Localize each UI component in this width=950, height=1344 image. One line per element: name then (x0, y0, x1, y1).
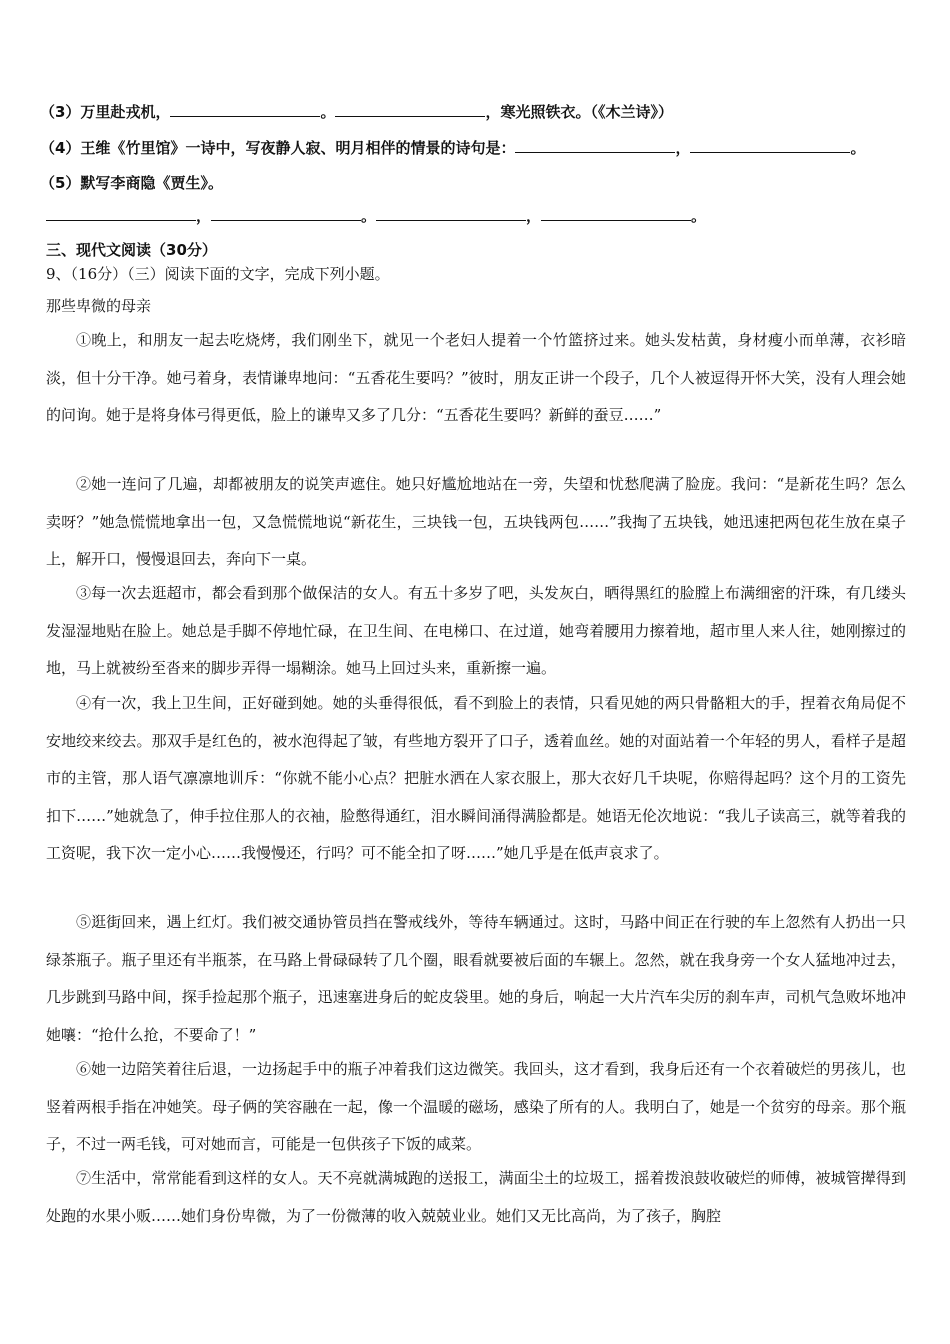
question-5-title: （5）默写李商隐《贾生》。 (40, 174, 223, 192)
paragraph-3: ③每一次去逛超市，都会看到那个做保洁的女人。有五十多岁了吧，头发灰白，晒得黑红的脸膛上布满细密的汗珠，有几缕头发湿湿地贴在脸上。她总是手脚不停地忙碌，在卫生间、在电梯口、在过道，她弯着腰用力擦着地，超市里人来人往，她刚擦过的地，马上就被纷至沓来的脚步弄得一塌糊涂。她马上回过头来，重新擦一遍。 (46, 584, 906, 677)
question-3 (40, 102, 920, 122)
q5-answer-blank-3[interactable] (376, 206, 526, 221)
question-9-intro: 9、（16分）（三）阅读下面的文字，完成下列小题。 (46, 265, 390, 283)
q3-answer-blank-2[interactable] (335, 102, 485, 117)
article-title: 那些卑微的母亲 (46, 297, 152, 315)
question-5-answer-line (46, 206, 926, 226)
paragraph-6: ⑥她一边陪笑着往后退，一边扬起手中的瓶子冲着我们这边微笑。我回头，这才看到，我身后还有一个衣着破烂的男孩儿，也竖着两根手指在冲她笑。母子俩的笑容融在一起，像一个温暖的磁场，感染了所有的人。我明白了，她是一个贫穷的母亲。那个瓶子，不过一两毛钱，可对她而言，可能是一包供孩子下饭的咸菜。 (46, 1060, 906, 1153)
q4-prefix: （4）王维《竹里馆》一诗中，写夜静人寂、明月相伴的情景的诗句是： (40, 139, 516, 157)
q3-separator: 。 (320, 103, 336, 121)
q3-prefix: （3）万里赴戎机， (40, 103, 171, 121)
q5-answer-blank-2[interactable] (211, 206, 361, 221)
q4-separator: ， (675, 139, 691, 157)
section-title: 三、现代文阅读（30分） (46, 241, 217, 259)
q5-separator-2: 。 (361, 207, 377, 225)
paragraph-5: ⑤逛街回来，遇上红灯。我们被交通协管员挡在警戒线外，等待车辆通过。这时，马路中间正在行驶的车上忽然有人扔出一只绿茶瓶子。瓶子里还有半瓶茶，在马路上骨碌碌转了几个圈，眼看就要被后面的车辗上。忽然，就在我身旁一个女人猛地冲过去，几步跳到马路中间，探手捡起那个瓶子，迅速塞进身后的蛇皮袋里。她的身后，响起一大片汽车尖厉的刹车声，司机气急败坏地冲她嚷：“抢什么抢，不要命了！” (46, 913, 906, 1044)
q5-answer-blank-1[interactable] (46, 206, 196, 221)
paragraph-1: ①晚上，和朋友一起去吃烧烤，我们刚坐下，就见一个老妇人提着一个竹篮挤过来。她头发枯黄，身材瘦小而单薄，衣衫暗淡，但十分干净。她弓着身，表情谦卑地问：“五香花生要吗？”彼时，朋友正讲一个段子，几个人被逗得开怀大笑，没有人理会她的问询。她于是将身体弓得更低，脸上的谦卑又多了几分：“五香花生要吗？新鲜的蚕豆……” (46, 331, 906, 424)
question-4 (40, 138, 920, 158)
q4-suffix: 。 (850, 139, 866, 157)
q5-separator-4: 。 (691, 207, 707, 225)
q5-separator-3: ， (526, 207, 542, 225)
q4-answer-blank-2[interactable] (690, 138, 850, 153)
q3-suffix: ，寒光照铁衣。（《木兰诗》） (485, 103, 673, 121)
q4-answer-blank-1[interactable] (515, 138, 675, 153)
q5-answer-blank-4[interactable] (541, 206, 691, 221)
q3-answer-blank-1[interactable] (170, 102, 320, 117)
paragraph-4: ④有一次，我上卫生间，正好碰到她。她的头垂得很低，看不到脸上的表情，只看见她的两只骨骼粗大的手，捏着衣角局促不安地绞来绞去。那双手是红色的，被水泡得起了皱，有些地方裂开了口子，透着血丝。她的对面站着一个年轻的男人，看样子是超市的主管，那人语气凛凛地训斥：“你就不能小心点？把脏水洒在人家衣服上，那大衣好几千块呢，你赔得起吗？这个月的工资先扣下……”她就急了，伸手拉住那人的衣袖，脸憋得通红，泪水瞬间涌得满脸都是。她语无伦次地说：“我儿子读高三，就等着我的工资呢，我下次一定小心……我慢慢还，行吗？可不能全扣了呀……”她几乎是在低声哀求了。 (46, 694, 906, 862)
paragraph-7: ⑦生活中，常常能看到这样的女人。天不亮就满城跑的送报工，满面尘土的垃圾工，摇着拨浪鼓收破烂的师傅，被城管撵得到处跑的水果小贩……她们身份卑微，为了一份微薄的收入兢兢业业。她们又无比高尚，为了孩子，胸腔 (46, 1169, 906, 1225)
q5-separator-1: ， (196, 207, 212, 225)
paragraph-2: ②她一连问了几遍，却都被朋友的说笑声遮住。她只好尴尬地站在一旁，失望和忧愁爬满了脸庞。我问：“是新花生吗？怎么卖呀？”她急慌慌地拿出一包，又急慌慌地说“新花生，三块钱一包，五块钱两包……”我掏了五块钱，她迅速把两包花生放在桌子上，解开口，慢慢退回去，奔向下一桌。 (46, 475, 906, 568)
